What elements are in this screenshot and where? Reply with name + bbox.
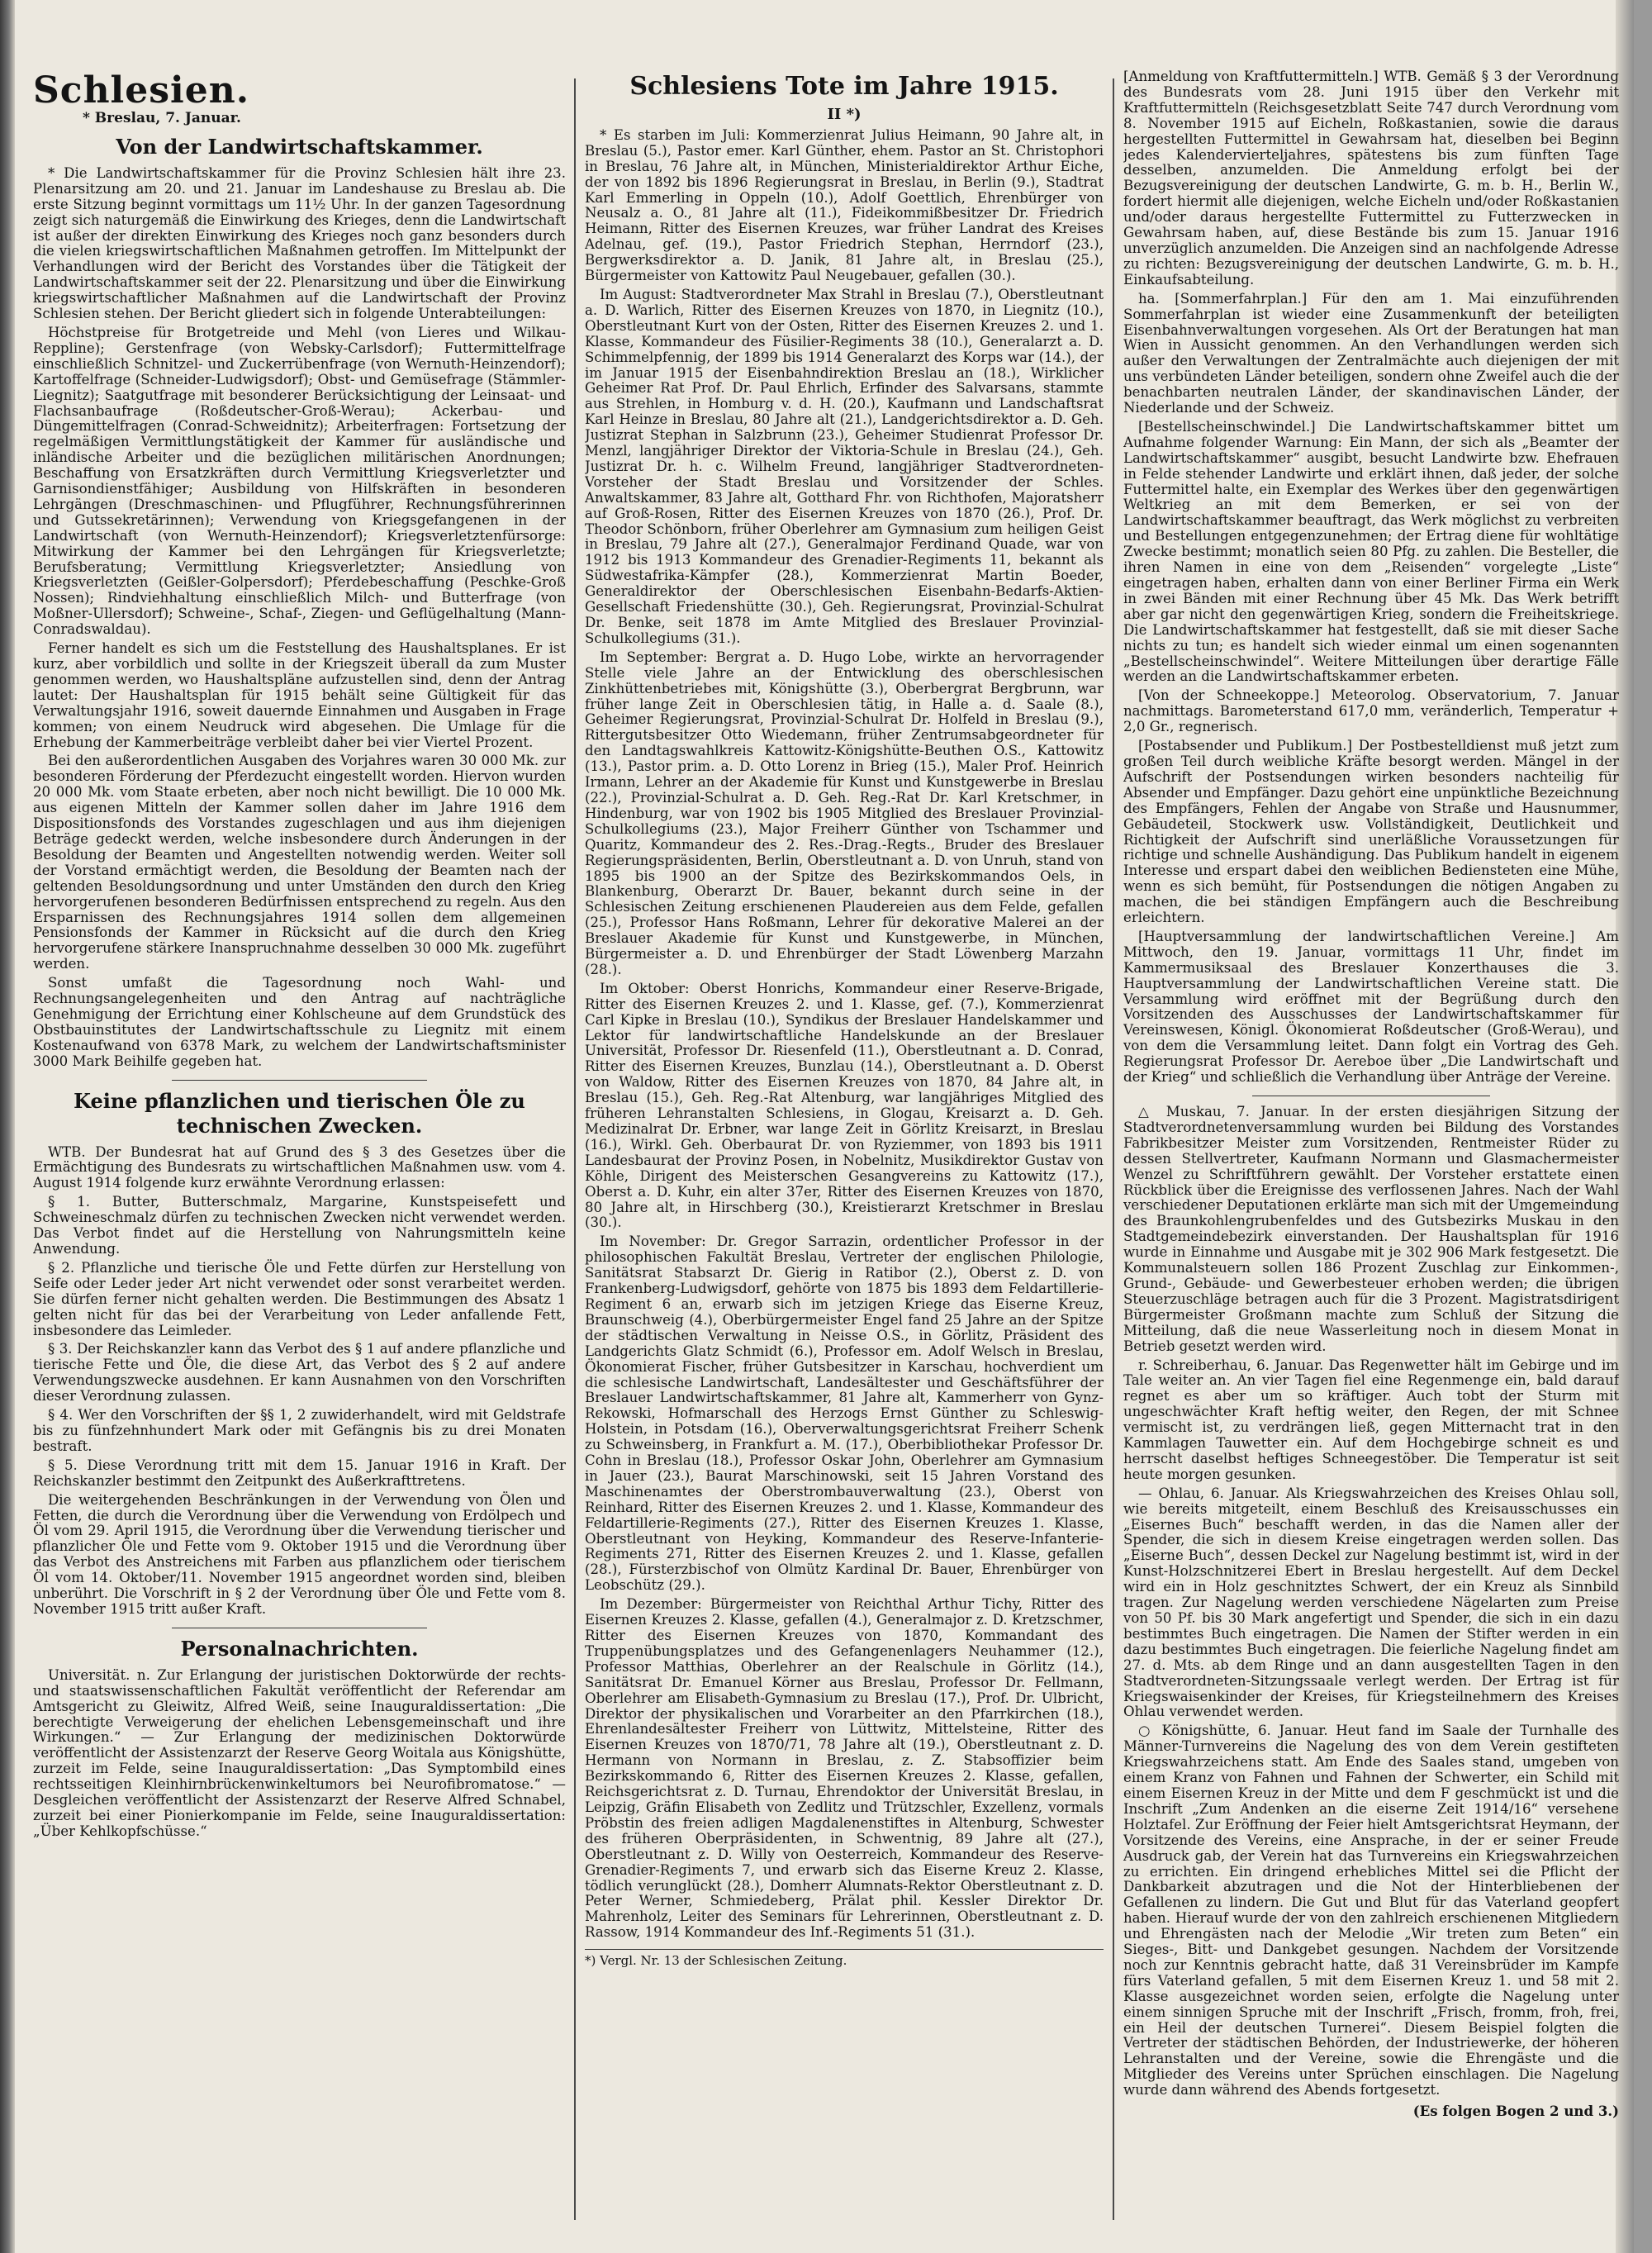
page-binding-edge [0, 0, 15, 2253]
obituary-paragraph-august: Im August: Stadtverordneter Max Strahl in Breslau (7.), Oberstleutnant a. D. Warlich, Ritter des Eisernen Kreuzes von 1870, in Liegnitz (10.), Oberstleutnant Kurt von der Osten, Ritter des Eisernen Kreuzes 2. und 1. Klasse, Kommandeur des Füsilier-Regiments 38 (10.), Generalarzt a. D. Schimmelpfennig, der 1899 bis 1914 Generalarzt des Korps war (14.), der im Januar 1915 der Eisenbahndirektion Breslau an (18.), Wirklicher Geheimer Rat Prof. Dr. Paul Ehrlich, Erfinder des Salvarsans, stammte aus Strehlen, in Homburg v. d. H. (20.), Kaufmann und Landschaftsrat Karl Heinze in Breslau, 80 Jahre alt (21.), Landgerichtsdirektor a. D. Geh. Justizrat Stephan in Salzbrunn (23.), Geheimer Studienrat Professor Dr. Menzl, langjähriger Direktor der Viktoria-Schule in Breslau (24.), Geh. Justizrat Dr. h. c. Wilhelm Freund, langjähriger Stadtverordneten-Vorsteher der Stadt Breslau und Vorsitzender der Schles. Anwaltskammer, 83 Jahre alt, Gotthard Fhr. von Richthofen, Majoratsherr auf Groß-Rosen, Ritter des Eisernen Kreuzes von 1870 (26.), Prof. Dr. Theodor Schönborn, früher Oberlehrer am Gymnasium zum heiligen Geist in Breslau, 79 Jahre alt (27.), Generalmajor Ferdinand Quade, war von 1912 bis 1913 Kommandeur des Grenadier-Regiments 11, bekannt als Südwestafrika-Kämpfer (28.), Kommerzienrat Martin Boeder, Generaldirektor der Oberschlesischen Eisenbahn-Bedarfs-Aktien-Gesellschaft Friedenshütte (30.), Geh. Regierungsrat, Provinzial-Schulrat Dr. Benke, seit 1878 im Amte Mitglied des Breslauer Provinzial-Schulkollegiums (31.). [585, 286, 1104, 646]
obituary-paragraph-november: Im November: Dr. Gregor Sarrazin, ordentlicher Professor in der philosophischen Fakultät Breslau, Vertreter der englischen Philologie, Sanitätsrat Stabsarzt Dr. Gierig in Ratibor (2.), Oberst z. D. von Frankenberg-Ludwigsdorf, gehörte von 1875 bis 1893 dem Feldartillerie-Regiment 6 an, erwarb sich im jetzigen Kriege das Eiserne Kreuz, Braunschweig (4.), Oberbürgermeister Engel fand 25 Jahre an der Spitze der städtischen Verwaltung in Neisse O.S., in Görlitz, Präsident des Landgerichts Glatz Schmidt (6.), Professor em. Adolf Welsch in Breslau, Ökonomierat Fischer, früher Gutsbesitzer in Karschau, hochverdient um die schlesische Landwirtschaft, Landesältester und Geschäftsführer der Breslauer Landwirtschaftskammer, 81 Jahre alt, Kammerherr von Gynz-Rekowski, Hofmarschall des Herzogs Ernst Günther zu Schleswig-Holstein, in Potsdam (16.), Oberverwaltungsgerichtsrat Freiherr Schenk zu Schweinsberg, in Frankfurt a. M. (17.), Oberbibliothekar Professor Dr. Cohn in Breslau (18.), Professor Oskar John, Oberlehrer am Gymnasium in Jauer (23.), Baurat Marschinowski, seit 15 Jahren Vorstand des Maschinenamtes der Oberstrombauverwaltung (23.), Oberst von Reinhard, Ritter des Eisernen Kreuzes 2. und 1. Klasse, Kommandeur des Feldartillerie-Regiments (27.), Ritter des Eisernen Kreuzes 1. Klasse, Oberstleutnant von Heyking, Kommandeur des Reserve-Infanterie-Regiments 271, Ritter des Eisernen Kreuzes 2. und 1. Klasse, gefallen (28.), Fürsterzbischof von Olmütz Kardinal Dr. Bauer, Ehrenbürger von Leobschütz (29.). [585, 1233, 1104, 1594]
article-paragraph: § 5. Diese Verordnung tritt mit dem 15. Januar 1916 in Kraft. Der Reichskanzler bestimmt den Zeitpunkt des Außerkrafttretens. [33, 1457, 566, 1489]
article-title-personal: Personalnachrichten. [180, 1636, 419, 1661]
article-paragraph: Die weitergehenden Beschränkungen in der Verwendung von Ölen und Fetten, die durch die Verordnung über die Verwendung von Erdölpech und Öl vom 29. April 1915, die Verordnung über die Verwendung tierischer und pflanzlicher Öle und Fette vom 9. Oktober 1915 und die Verordnung über das Verbot des Anstreichens mit Farben aus pflanzlichem oder tierischem Öl vom 14. Oktober/11. November 1915 angeordnet worden sind, bleiben unberührt. Die Vorschrift in § 2 der Verordnung über Öle und Fette vom 8. November 1915 tritt außer Kraft. [33, 1491, 566, 1617]
obituary-paragraph-juli: * Es starben im Juli: Kommerzienrat Julius Heimann, 90 Jahre alt, in Breslau (5.), Pastor emer. Karl Günther, ehem. Pastor an St. Christophori in Breslau, 76 Jahre alt, in München, Ministerialdirektor Arthur Eiche, der von 1892 bis 1896 Regierungsrat in Breslau, in Berlin (9.), Stadtrat Karl Emmerling in Oppeln (10.), Adolf Goettlich, Ehrenbürger von Neusalz a. O., 81 Jahre alt (11.), Fideikommißbesitzer Dr. Friedrich Heimann, Ritter des Eisernen Kreuzes, war früher Landrat des Kreises Adelnau, gef. (19.), Pastor Friedrich Stephan, Herrndorf (23.), Bergwerksdirektor a. D. Janik, 81 Jahre alt, in Breslau (25.), Bürgermeister von Kattowitz Paul Neugebauer, gefallen (30.). [585, 126, 1104, 284]
obituary-paragraph-oktober: Im Oktober: Oberst Honrichs, Kommandeur einer Reserve-Brigade, Ritter des Eisernen Kreuzes 2. und 1. Klasse, gef. (7.), Kommerzienrat Carl Kipke in Breslau (10.), Syndikus der Breslauer Handelskammer und Lektor für landwirtschaftliche Handelskunde an der Breslauer Universität, Professor Dr. Riesenfeld (11.), Oberstleutnant a. D. Conrad, Ritter des Eisernen Kreuzes, Bunzlau (14.), Oberstleutnant a. D. Oberst von Waldow, Ritter des Eisernen Kreuzes von 1870, 84 Jahre alt, in Breslau (15.), Geh. Reg.-Rat Altenburg, war langjähriges Mitglied des früheren Lehranstalten Schlesiens, in Glogau, Kreisarzt a. D. Geh. Medizinalrat Dr. Erbner, war lange Zeit in Görlitz Kreisarzt, in Breslau (16.), Wirkl. Geh. Oberbaurat Dr. von Ryziemmer, von 1893 bis 1911 Landesbaurat der Provinz Posen, in Nobelnitz, Musikdirektor Gustav von Köhle, Dirigent des Meisterschen Gesangvereins zu Kattowitz (17.), Oberst a. D. Kuhr, ein alter 37er, Ritter des Eisernen Kreuzes von 1870, 80 Jahre alt, in Hirschberg (30.), Kreistierarzt Kretschmer in Breslau (30.). [585, 980, 1104, 1231]
article-separator [172, 1080, 428, 1081]
article-title-oele: Keine pflanzlichen und tierischen Öle zu technischen Zwecken. [74, 1088, 525, 1138]
article-paragraph: Ferner handelt es sich um die Feststellung des Haushaltsplanes. Er ist kurz, aber vorbildlich und sollte in der Kriegszeit überall da zum Muster genommen werden, wo Haushaltspläne aufzustellen sind, denn der Antrag lautet: Der Haushaltsplan für 1915 behält seine Gültigkeit für das Verwaltungsjahr 1916, soweit dauernde Einnahmen und Ausgaben in Frage kommen; von einem Neudruck wird abgesehen. Die Umlage für die Erhebung der Kammerbeiträge verbleibt daher bei vier Viertel Prozent. [33, 640, 566, 750]
article-paragraph: § 3. Der Reichskanzler kann das Verbot des § 1 auf andere pflanzliche und tierische Fette und Öle, die diese Art, das Verbot des § 2 auf andere Verwendungszwecke ausdehnen. Er kann Ausnahmen von den Vorschriften dieser Verordnung zulassen. [33, 1341, 566, 1405]
column-3 [1123, 0, 1619, 2253]
obituary-paragraph-dezember: Im Dezember: Bürgermeister von Reichthal Arthur Tichy, Ritter des Eisernen Kreuzes 2. Klasse, gefallen (4.), Generalmajor z. D. Kretzschmer, Ritter des Eisernen Kreuzes von 1870, Kommandant des Truppenübungsplatzes und des Gefangenenlagers Neuhammer (12.), Professor Matthias, Oberlehrer an der Realschule in Görlitz (14.), Sanitätsrat Dr. Emanuel Körner aus Breslau, Professor Dr. Fellmann, Oberlehrer am Elisabeth-Gymnasium zu Breslau (17.), Prof. Dr. Ulbricht, Direktor der physikalischen und Vorarbeiter an den Pfarrkirchen (18.), Ehrenlandesältester Freiherr von Lüttwitz, Mittelsteine, Ritter des Eisernen Kreuzes von 1870/71, 78 Jahre alt (19.), Oberstleutnant z. D. Hermann von Normann in Breslau, z. Z. Stabsoffizier beim Bezirkskommando 6, Ritter des Eisernen Kreuzes 2. Klasse, gefallen, Reichsgerichtsrat z. D. Turnau, Ehrendoktor der Universität Breslau, in Leipzig, Gräfin Elisabeth von Zedlitz und Trützschler, Exzellenz, vormals Pröbstin des freien adligen Magdalenenstiftes in Altenburg, Schwester des früheren Oberpräsidenten, in Schwentnig, 89 Jahre alt (27.), Oberstleutnant z. D. Willy von Oesterreich, Kommandeur des Reserve-Grenadier-Regiments 7, und erwarb sich das Eiserne Kreuz 2. Klasse, tödlich verunglückt (28.), Domherr Alumnats-Rektor Oberstleutnant z. D. Peter Werner, Schmiedeberg, Prälat phil. Kessler Direktor Dr. Mahrenholz, Leiter des Seminars für Lehrerinnen, Oberstleutnant z. D. Rassow, 1914 Kommandeur des Inf.-Regiments 51 (31.). [585, 1596, 1104, 1941]
column-rule-2 [1113, 78, 1114, 2220]
news-item-hauptversammlung: [Hauptversammlung der landwirtschaftlichen Vereine.] Am Mittwoch, den 19. Januar, vormittags 11 Uhr, findet im Kammermusiksaal des Breslauer Konzerthauses die 3. Hauptversammlung der Landwirtschaftlichen Vereine statt. Die Versammlung wird eröffnet mit der Begrüßung durch den Vorsitzenden des Ausschusses der Landwirtschaftskammer für Vereinswesen, Königl. Ökonomierat Roßdeutscher (Groß-Werau), und von dem die Versammlung leitet. Dann folgt ein Vortrag des Geh. Regierungsrat Professor Dr. Aereboe über „Die Landwirtschaft und der Krieg“ und schließlich die Verhandlung über Anträge der Vereine. [1123, 928, 1619, 1086]
article-paragraph: WTB. Der Bundesrat hat auf Grund des § 3 des Gesetzes über die Ermächtigung des Bundesrats zu wirtschaftlichen Maßnahmen usw. vom 4. August 1914 folgende kurz erwähnte Verordnung erlassen: [33, 1143, 566, 1191]
article-subtitle: II *) [827, 106, 862, 123]
column-2 [585, 0, 1104, 2253]
dateline: * Breslau, 7. Januar. [83, 110, 241, 126]
section-title: Schlesien. [33, 69, 250, 112]
article-paragraph: Universität. n. Zur Erlangung der juristischen Doktorwürde der rechts- und staatswissenschaftlichen Fakultät veröffentlicht der Referendar am Amtsgericht zu Gleiwitz, Alfred Weiß, seine Inauguraldissertation: „Die berechtigte Verweigerung der ehelichen Lebensgemeinschaft und ihre Wirkungen.“ — Zur Erlangung der medizinischen Doktorwürde veröffentlicht der Assistenzarzt der Reserve Georg Woitala aus Königshütte, zurzeit im Felde, seine Inauguraldissertation: „Das Symptombild eines rechtsseitigen Kleinhirnbrückenwinkeltumors bei Neurofibromatose.“ — Desgleichen veröffentlicht der Assistenzarzt der Reserve Alfred Schnabel, zurzeit bei einer Pionierkompanie im Felde, seine Inauguraldissertation: „Über Kehlkopfschüsse.“ [33, 1666, 566, 1839]
news-item-postabsender: [Postabsender und Publikum.] Der Postbestelldienst muß jetzt zum großen Teil durch weibliche Kräfte besorgt werden. Mängel in der Aufschrift der Postsendungen wirken besonders nachteilig für Absender und Empfänger. Dazu gehört eine unpünktliche Bezeichnung des Empfängers, Fehlen der Angabe von Straße und Hausnummer, Gebäudeteil, Stockwerk usw. Vollständigkeit, Deutlichkeit und Richtigkeit der Aufschrift sind unerläßliche Voraussetzungen für richtige und schnelle Aushändigung. Das Publikum handelt in eigenem Interesse und erspart dabei den weiblichen Bediensteten eine Mühe, wenn es sich bemüht, für Postsendungen die nötigen Angaben zu machen, die bei ständigen Empfängern auch die Beschreibung erleichtern. [1123, 738, 1619, 926]
article-paragraph: § 4. Wer den Vorschriften der §§ 1, 2 zuwiderhandelt, wird mit Geldstrafe bis zu fünfzehnhundert Mark oder mit Gefängnis bis zu drei Monaten bestraft. [33, 1407, 566, 1454]
article-paragraph: Höchstpreise für Brotgetreide und Mehl (von Lieres und Wilkau-Reppline); Gerstenfrage (von Websky-Carlsdorf); Futtermittelfrage einschließlich Schnitzel- und Zuckerrübenfrage (von Wernuth-Heinzendorf); Kartoffelfrage (Schneider-Ludwigsdorf); Obst- und Gemüsefrage (Stämmler-Liegnitz); Saatgutfrage mit besonderer Berücksichtigung der Leinsaat- und Flachsanbaufrage (Roßdeutscher-Groß-Werau); Ackerbau- und Düngemittelfragen (Conrad-Schweidnitz); Arbeiterfragen: Fortsetzung der regelmäßigen Vermittlungstätigkeit der Kammer für ausländische und inländische Arbeiter und die bezüglichen militärischen Anordnungen; Beschaffung von Ersatzkräften durch Vermittlung Kriegsverletzter und Garnisondienstfähiger; Ausbildung von Hilfskräften in besonderen Lehrgängen (Dreschmaschinen- und Pflugführer, Rechnungsführerinnen und Gutssekretärinnen); Verwendung von Kriegsgefangenen in der Landwirtschaft (von Wernuth-Heinzendorf); Kriegsverletztenfürsorge: Mitwirkung der Kammer bei den Lehrgängen für Kriegsverletzte; Berufsberatung; Vermittlung Kriegsverletzter; Ansiedlung von Kriegsverletzten (Geißler-Golpersdorf); Pferdebeschaffung (Peschke-Groß Nossen); Rindviehhaltung einschließlich Milch- und Butterfrage (von Moßner-Ullersdorf); Schweine-, Schaf-, Ziegen- und Geflügelhaltung (Mann-Conradswaldau). [33, 324, 566, 638]
news-item-sommerfahrplan: ha. [Sommerfahrplan.] Für den am 1. Mai einzuführenden Sommerfahrplan ist wieder eine Zusammenkunft der beteiligten Eisenbahnverwaltungen vorgesehen. Als Ort der Beratungen hat man Wien in Aussicht genommen. An den Verhandlungen werden sich außer den Verwaltungen der Zentralmächte auch diejenigen der mit uns verbündeten Länder beteiligen, sondern ohne Zweifel auch die der benachbarten neutralen Länder, der skandinavischen Länder, der Niederlande und der Schweiz. [1123, 290, 1619, 416]
obituary-paragraph-september: Im September: Bergrat a. D. Hugo Lobe, wirkte an hervorragender Stelle viele Jahre an der Entwicklung des oberschlesischen Zinkhüttenbetriebes mit, Königshütte (3.), Oberbergrat Bergbrunn, war früher lange Zeit in Oberschlesien tätig, in Halle a. d. Saale (8.), Geheimer Regierungsrat, Provinzial-Schulrat Dr. Holfeld in Breslau (9.), Rittergutsbesitzer Otto Wiedemann, früher Zentrumsabgeordneter für den Landtagswahlkreis Kattowitz-Königshütte-Beuthen O.S., Kattowitz (13.), Pastor prim. a. D. Otto Lorenz in Brieg (15.), Maler Prof. Heinrich Irmann, Lehrer an der Akademie für Kunst und Kunstgewerbe in Breslau (22.), Provinzial-Schulrat a. D. Geh. Reg.-Rat Dr. Karl Kretschmer, in Hindenburg, war von 1902 bis 1905 Mitglied des Breslauer Provinzial-Schulkollegiums (23.), Major Freiherr Günther von Tschammer und Quaritz, Kommandeur des 2. Res.-Drag.-Regts., Bruder des Breslauer Regierungspräsidenten, Berlin, Oberstleutnant a. D. von Unruh, stand von 1895 bis 1900 an der Spitze des Bezirkskommandos Oels, in Blankenburg, Oberarzt Dr. Bauer, bekannt durch seine in der Schlesischen Zeitung erschienenen Plaudereien aus dem Felde, gefallen (25.), Professor Hans Roßmann, Lehrer für dekorative Malerei an der Breslauer Akademie für Kunst und Kunstgewerbe, in München, Bürgermeister a. D. und Ehrenbürger der Stadt Löwenberg Marzahn (28.). [585, 649, 1104, 977]
news-item-kraftfutter: [Anmeldung von Kraftfuttermitteln.] WTB. Gemäß § 3 der Verordnung des Bundesrats vom 28. Juni 1915 über den Verkehr mit Kraftfuttermitteln (Reichsgesetzblatt Seite 747 durch Verordnung vom 8. November 1915 auf Eicheln, Roßkastanien, sowie die daraus hergestellten Futtermittel in Gewahrsam hat, dieselben bei Beginn jedes Kalendervierteljahres, spätestens bis zum fünften Tage desselben, anzumelden. Die Anmeldung erfolgt bei der Bezugsvereinigung der deutschen Landwirte, G. m. b. H., Berlin W., fordert hiermit alle diejenigen, welche Eicheln und/oder Roßkastanien und/oder daraus hergestellte Futtermittel zu Futterzwecken in Gewahrsam haben, auf, diese Bestände bis zum 15. Januar 1916 unverzüglich anzumelden. Die Anzeigen sind an nachfolgende Adresse zu richten: Bezugsvereinigung der deutschen Landwirte, G. m. b. H., Einkaufsabteilung. [1123, 69, 1619, 288]
article-paragraph: * Die Landwirtschaftskammer für die Provinz Schlesien hält ihre 23. Plenarsitzung am 20. und 21. Januar im Landeshause zu Breslau ab. Die erste Sitzung beginnt vormittags um 11½ Uhr. In der ganzen Tagesordnung zeigt sich naturgemäß die Einwirkung des Krieges, denn die Landwirtschaft ist außer der direkten Einwirkung des Krieges noch ganz besonders durch die vielen kriegswirtschaftlichen Maßnahmen getroffen. Im Mittelpunkt der Verhandlungen wird der Bericht des Vorstandes über die Tätigkeit der Landwirtschaftskammer seit der 22. Plenarsitzung und über die Einwirkung kriegswirtschaftlicher Maßnahmen auf die Landwirtschaft der Provinz Schlesien stehen. Der Bericht gliedert sich in folgende Unterabteilungen: [33, 164, 566, 322]
article-paragraph: Sonst umfaßt die Tagesordnung noch Wahl- und Rechnungsangelegenheiten und den Antrag auf nachträgliche Genehmigung der Errichtung einer Kohlscheune auf dem Grundstück des Obstbauinstitutes der Landwirtschaftsschule zu Liegnitz mit einem Kostenaufwand von 6378 Mark, zu welchem der Landwirtschaftsminister 3000 Mark Beihilfe gegeben hat. [33, 975, 566, 1069]
footnote: *) Vergl. Nr. 13 der Schlesischen Zeitung. [585, 1949, 1104, 1969]
news-item-koenigshuette: ○ Königshütte, 6. Januar. Heut fand im Saale der Turnhalle des Männer-Turnvereins die Nagelung des von dem Verein gestifteten Kriegswahrzeichens statt. Am Ende des Saales stand, umgeben von einem Kranz von Fahnen und Fahnen der Schwerter, ein Schild mit einem Eisernen Kreuz in der Mitte und dem F geschmückt ist und die Inschrift „Zum Andenken an die eiserne Zeit 1914/16“ versehene Holztafel. Zur Eröffnung der Feier hielt Amtsgerichtsrat Heymann, der Vorsitzende des Vereins, eine Ansprache, in der er seiner Freude Ausdruck gab, der Verein hat das Turnvereins ein Kriegswahrzeichen zu errichten. Ein dringend erhebliches Mittel sei die Pflicht der Dankbarkeit abzutragen und die Not der Hinterbliebenen der Gefallenen zu lindern. Die Gut und Blut für das Vaterland geopfert haben. Hierauf wurde der von den zahlreich erschienenen Mitgliedern und Ehrengästen nach der Melodie „Wir treten zum Beten“ ein Sieges-, Bitt- und Dankgebet gesungen. Nachdem der Vorsitzende noch zur Kenntnis gebracht hatte, daß 31 Vereinsbrüder im Kampfe fürs Vaterland gefallen, 5 mit dem Eisernen Kreuz 1. und 58 mit 2. Klasse ausgezeichnet worden seien, erfolgte die Nagelung unter einem sinnigen Spruche mit der Inschrift „Frisch, fromm, froh, frei, ein Heil der deutschen Turnerei“. Diesem Beispiel folgten die Vertreter der städtischen Behörden, der Industriewerke, der höheren Lehranstalten und der Vereine, sowie die Ehrengäste und die Mitglieder des Vereins unter Sprüchen einschlagen. Die Nagelung wurde dann während des Abends fortgesetzt. [1123, 1723, 1619, 2099]
article-paragraph: Bei den außerordentlichen Ausgaben des Vorjahres waren 30 000 Mk. zur besonderen Förderung der Pferdezucht eingestellt worden. Hiervon wurden 20 000 Mk. vom Staate erbeten, aber noch nicht bewilligt. Die 10 000 Mk. aus eigenen Mitteln der Kammer sollen daher im Jahre 1916 dem Dispositionsfonds des Vorstandes zugeschlagen und aus ihm diejenigen Beträge gedeckt werden, welche insbesondere durch Änderungen in der Besoldung der Beamten und Angestellten notwendig werden. Weiter soll der Vorstand ermächtigt werden, die Besoldung der Beamten nach der geltenden Besoldungsordnung und unter Umständen den durch den Krieg hervorgerufenen besonderen Bedürfnissen entsprechend zu regeln. Aus den Ersparnissen des Rechnungsjahres 1914 sollen dem allgemeinen Pensionsfonds der Kammer in Rücksicht auf die durch den Krieg hervorgerufene stärkere Inanspruchnahme desselben 30 000 Mk. zugeführt werden. [33, 753, 566, 972]
article-title-landwirtschaftskammer: Von der Landwirtschaftskammer. [116, 134, 483, 159]
news-item-schneekoppe: [Von der Schneekoppe.] Meteorolog. Observatorium, 7. Januar nachmittags. Barometerstand 617,0 mm, veränderlich, Temperatur + 2,0 Gr., regnerisch. [1123, 687, 1619, 735]
news-item-ohlau: — Ohlau, 6. Januar. Als Kriegswahrzeichen des Kreises Ohlau soll, wie bereits mitgeteilt, einem Beschluß des Kreisausschusses ein „Eisernes Buch“ beschafft werden, in das die Namen aller der Spender, die sich in diesem Kreise eingetragen werden sollen. Das „Eiserne Buch“, dessen Deckel zur Nagelung bestimmt ist, wird in der Kunst-Holzschnitzerei Ebert in Breslau hergestellt. Auf dem Deckel wird ein in Holz geschnitztes Schwert, der ein Kreuz als Sinnbild tragen. Zur Nagelung werden verschiedene Nägelarten zum Preise von 50 Pf. bis 30 Mark angefertigt und Spender, die sich in ein dazu bestimmtes Buch eingetragen. Die Namen der Stifter werden in ein dazu bestimmtes Buch eingetragen. Die feierliche Nagelung findet am 27. d. Mts. ab dem Ringe und an dann ausgestellten Tagen in den Stadtverordneten-Sitzungssaale verlegt werden. Der Ertrag ist für Kriegswaisenkinder der Kreises, für Kriegsteilnehmern des Kreises Ohlau verwendet werden. [1123, 1485, 1619, 1720]
article-paragraph: § 2. Pflanzliche und tierische Öle und Fette dürfen zur Herstellung von Seife oder Leder jeder Art nicht verwendet oder sonst verarbeitet werden. Sie dürfen ferner nicht gehalten werden. Die Bestimmungen des Absatz 1 gelten nicht für das bei der Verarbeitung von Leder anfallende Fett, insbesondere das Leimleder. [33, 1259, 566, 1338]
column-rule-1 [574, 78, 576, 2220]
continuation-note: (Es folgen Bogen 2 und 3.) [1412, 2103, 1619, 2120]
news-item-schreiberhau: r. Schreiberhau, 6. Januar. Das Regenwetter hält im Gebirge und im Tale weiter an. An vier Tagen fiel eine Regenmenge ein, bald darauf regnet es aber um so kräftiger. Auch tobt der Sturm mit ungeschwächter Kraft heftig weiter, den Regen, der mit Schnee vermischt ist, zu verdrängen ließ, gegen Mitternacht trat in den Kammlagen Tauwetter ein. Auf dem Hochgebirge schneit es und herrscht daselbst heftiges Schneegestöber. Die Temperatur ist seit heute morgen gesunken. [1123, 1357, 1619, 1482]
article-paragraph: § 1. Butter, Butterschmalz, Margarine, Kunstspeisefett und Schweineschmalz dürfen zu technischen Zwecken nicht verwendet werden. Das Verbot findet auf die Herstellung von Nahrungsmitteln keine Anwendung. [33, 1194, 566, 1257]
article-title-tote: Schlesiens Tote im Jahre 1915. [629, 72, 1059, 101]
column-1 [33, 0, 566, 2253]
news-item-muskau: △ Muskau, 7. Januar. In der ersten diesjährigen Sitzung der Stadtverordnetenversammlung wurden bei Bildung des Vorstandes Fabrikbesitzer Meister zum Vorsitzenden, Rentmeister Rüder zu dessen Stellvertreter, Kaufmann Normann und Glasmachermeister Wenzel zu Schriftführern gewählt. Der Vorsteher erstattete einen Rückblick über die Ereignisse des verflossenen Jahres. Nach der Wahl verschiedener Deputationen erklärte man sich mit der Umgemeindung des Braunkohlengrubenfeldes und des Gutsbezirks Muskau in den Stadtgemeindebezirk einverstanden. Der Haushaltsplan für 1916 wurde in Einnahme und Ausgabe mit je 302 906 Mark festgesetzt. Die Kommunalsteuern sollen 186 Prozent Zuschlag zur Einkommen-, Grund-, Gebäude- und Gewerbesteuer erhoben werden; die übrigen Steuerzuschläge betragen auch für die 3 Prozent. Magistratsdirigent Bürgermeister Großmann machte zum Schluß der Sitzung die Mitteilung, daß die neue Wasserleitung noch in diesem Monat in Betrieb gesetzt werden wird. [1123, 1104, 1619, 1354]
news-item-bestellschein: [Bestellscheinschwindel.] Die Landwirtschaftskammer bittet um Aufnahme folgender Warnung: Ein Mann, der sich als „Beamter der Landwirtschaftskammer“ ausgibt, besucht Landwirte bzw. Ehefrauen in Felde stehender Landwirte und erklärt ihnen, daß jeder, der solche Futtermittel halte, ein Exemplar des Werkes über den gegenwärtigen Weltkrieg an mit dem Bemerken, er sei von der Landwirtschaftskammer beauftragt, das Werk möglichst zu verbreiten und Bestellungen entgegenzunehmen; der Ertrag diene für wohltätige Zwecke bestimmt; monatlich seien 80 Pfg. zu zahlen. Die Besteller, die ihren Namen in eine von dem „Reisenden“ vorgelegte „Liste“ eingetragen haben, erhalten dann von einer Berliner Firma ein Werk in zwei Bänden mit einer Rechnung über 45 Mk. Das Werk betrifft aber gar nicht den gegenwärtigen Krieg, sondern die Freiheitskriege. Die Landwirtschaftskammer hat festgestellt, daß sie mit dieser Sache nichts zu tun; es handelt sich wieder einmal um einen sogenannten „Bestellscheinschwindel“. Weitere Mitteilungen über derartige Fälle werden an die Landwirtschaftskammer erbeten. [1123, 418, 1619, 685]
